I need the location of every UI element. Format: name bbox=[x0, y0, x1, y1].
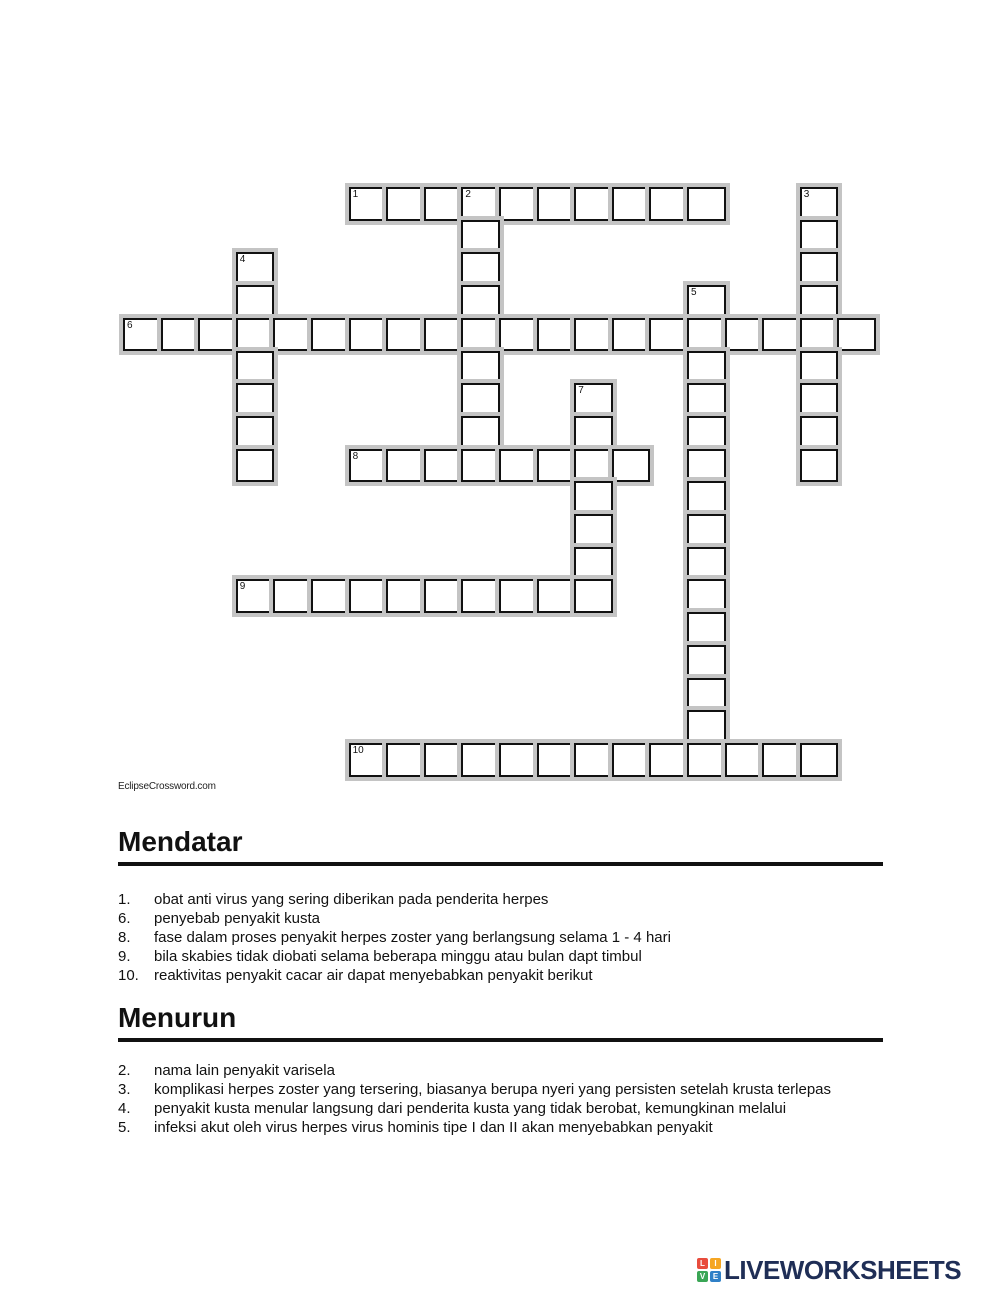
letter-input[interactable] bbox=[689, 549, 724, 579]
across-rule bbox=[118, 862, 883, 866]
letter-input[interactable] bbox=[501, 581, 536, 611]
letter-input[interactable] bbox=[313, 581, 348, 611]
letter-input[interactable] bbox=[727, 745, 762, 775]
letter-input[interactable] bbox=[651, 745, 686, 775]
clue-item bbox=[118, 1080, 880, 1099]
letter-input[interactable] bbox=[426, 451, 461, 481]
letter-input[interactable] bbox=[614, 320, 649, 350]
grid-cell[interactable] bbox=[574, 449, 613, 483]
logo-tile: L bbox=[697, 1258, 708, 1269]
grid-cell[interactable] bbox=[574, 547, 613, 581]
grid-cell[interactable] bbox=[424, 449, 463, 483]
grid-cell[interactable] bbox=[311, 318, 350, 352]
letter-input[interactable] bbox=[463, 222, 498, 252]
grid-cell[interactable] bbox=[574, 579, 613, 613]
letter-input[interactable] bbox=[802, 320, 837, 350]
grid-cell[interactable] bbox=[687, 383, 726, 417]
grid-cell[interactable] bbox=[649, 187, 688, 221]
letter-input[interactable] bbox=[576, 516, 611, 546]
letter-input[interactable] bbox=[125, 320, 160, 350]
grid-cell[interactable] bbox=[349, 187, 388, 221]
brand-footer bbox=[697, 1256, 961, 1284]
letter-input[interactable] bbox=[576, 451, 611, 481]
letter-input[interactable] bbox=[802, 451, 837, 481]
grid-cell[interactable] bbox=[349, 318, 388, 352]
grid-cell[interactable] bbox=[236, 318, 275, 352]
grid-cell[interactable] bbox=[687, 710, 726, 744]
letter-input[interactable] bbox=[689, 680, 724, 710]
clue-item-number: 2. bbox=[118, 1062, 131, 1079]
letter-input[interactable] bbox=[802, 418, 837, 448]
clue-item-text: komplikasi herpes zoster yang tersering, biasanya berupa nyeri yang persisten setelah krusta terlepas bbox=[154, 1081, 832, 1098]
letter-input[interactable] bbox=[501, 745, 536, 775]
letter-input[interactable] bbox=[576, 549, 611, 579]
clue-item-text: bila skabies tidak diobati selama beberapa minggu atau bulan dapt timbul bbox=[154, 948, 642, 965]
letter-input[interactable] bbox=[689, 320, 724, 350]
grid-cell[interactable] bbox=[687, 743, 726, 777]
grid-cell[interactable] bbox=[349, 449, 388, 483]
grid-cell[interactable] bbox=[687, 351, 726, 385]
grid-cell[interactable] bbox=[386, 187, 425, 221]
down-clue-list bbox=[118, 1061, 880, 1137]
grid-cell[interactable] bbox=[198, 318, 237, 352]
letter-input[interactable] bbox=[576, 418, 611, 448]
letter-input[interactable] bbox=[651, 189, 686, 219]
credit-text: EclipseCrossword.com bbox=[118, 781, 216, 792]
grid-cell[interactable] bbox=[612, 318, 651, 352]
letter-input[interactable] bbox=[426, 745, 461, 775]
grid-cell[interactable] bbox=[461, 187, 500, 221]
letter-input[interactable] bbox=[463, 581, 498, 611]
grid-cell[interactable] bbox=[537, 318, 576, 352]
liveworksheets-logo-icon bbox=[697, 1258, 721, 1282]
grid-cell[interactable] bbox=[499, 579, 538, 613]
letter-input[interactable] bbox=[426, 320, 461, 350]
letter-input[interactable] bbox=[426, 189, 461, 219]
grid-cell[interactable] bbox=[800, 383, 839, 417]
letter-input[interactable] bbox=[238, 320, 273, 350]
clue-item bbox=[118, 928, 880, 947]
clue-number: 1 bbox=[352, 189, 359, 200]
clue-item-number: 8. bbox=[118, 929, 131, 946]
letter-input[interactable] bbox=[351, 189, 386, 219]
grid-cell[interactable] bbox=[461, 579, 500, 613]
grid-cell[interactable] bbox=[461, 449, 500, 483]
grid-cell[interactable] bbox=[349, 579, 388, 613]
clue-item bbox=[118, 1118, 880, 1137]
grid-cell[interactable] bbox=[461, 318, 500, 352]
down-rule bbox=[118, 1038, 883, 1042]
letter-input[interactable] bbox=[689, 516, 724, 546]
grid-cell[interactable] bbox=[386, 318, 425, 352]
letter-input[interactable] bbox=[802, 353, 837, 383]
grid-cell[interactable] bbox=[574, 416, 613, 450]
letter-input[interactable] bbox=[238, 353, 273, 383]
letter-input[interactable] bbox=[764, 745, 799, 775]
grid-cell[interactable] bbox=[311, 579, 350, 613]
letter-input[interactable] bbox=[539, 581, 574, 611]
letter-input[interactable] bbox=[576, 189, 611, 219]
brand-name: LIVEWORKSHEETS bbox=[724, 1254, 962, 1285]
letter-input[interactable] bbox=[651, 320, 686, 350]
letter-input[interactable] bbox=[351, 451, 386, 481]
clue-item-number: 3. bbox=[118, 1081, 131, 1098]
grid-cell[interactable] bbox=[574, 318, 613, 352]
grid-cell[interactable] bbox=[612, 449, 651, 483]
clue-item-number: 9. bbox=[118, 948, 131, 965]
grid-cell[interactable] bbox=[612, 187, 651, 221]
letter-input[interactable] bbox=[764, 320, 799, 350]
clue-item-number: 5. bbox=[118, 1119, 131, 1136]
grid-cell[interactable] bbox=[386, 743, 425, 777]
grid-cell[interactable] bbox=[499, 318, 538, 352]
grid-cell[interactable] bbox=[649, 743, 688, 777]
clue-number: 8 bbox=[352, 450, 359, 462]
grid-cell[interactable] bbox=[574, 481, 613, 515]
grid-cell[interactable] bbox=[461, 285, 500, 319]
letter-input[interactable] bbox=[689, 451, 724, 481]
clue-item-text: penyakit kusta menular langsung dari penderita kusta yang tidak berobat, kemungkinan melalui bbox=[154, 1100, 787, 1117]
grid-cell[interactable] bbox=[236, 252, 275, 286]
clue-item bbox=[118, 966, 880, 985]
letter-input[interactable] bbox=[802, 385, 837, 415]
grid-cell[interactable] bbox=[499, 187, 538, 221]
logo-tile: E bbox=[710, 1271, 721, 1282]
letter-input[interactable] bbox=[576, 320, 611, 350]
grid-cell[interactable] bbox=[424, 579, 463, 613]
clue-item-text: penyebab penyakit kusta bbox=[154, 910, 320, 927]
letter-input[interactable] bbox=[463, 320, 498, 350]
letter-input[interactable] bbox=[539, 451, 574, 481]
letter-input[interactable] bbox=[576, 483, 611, 513]
letter-input[interactable] bbox=[614, 189, 649, 219]
letter-input[interactable] bbox=[802, 189, 837, 219]
grid-cell[interactable] bbox=[424, 187, 463, 221]
clue-number: 6 bbox=[127, 319, 133, 331]
letter-input[interactable] bbox=[614, 451, 649, 481]
grid-cell[interactable] bbox=[349, 743, 388, 777]
letter-input[interactable] bbox=[351, 320, 386, 350]
letter-input[interactable] bbox=[839, 320, 874, 350]
grid-cell[interactable] bbox=[687, 514, 726, 548]
grid-cell[interactable] bbox=[461, 383, 500, 417]
grid-cell[interactable] bbox=[612, 743, 651, 777]
grid-cell[interactable] bbox=[461, 743, 500, 777]
letter-input[interactable] bbox=[689, 418, 724, 448]
clue-item bbox=[118, 1061, 880, 1080]
letter-input[interactable] bbox=[463, 189, 498, 219]
grid-cell[interactable] bbox=[762, 318, 801, 352]
grid-cell[interactable] bbox=[424, 318, 463, 352]
grid-cell[interactable] bbox=[386, 579, 425, 613]
letter-input[interactable] bbox=[689, 745, 724, 775]
clue-number: 7 bbox=[578, 385, 584, 397]
grid-cell[interactable] bbox=[800, 252, 839, 286]
letter-input[interactable] bbox=[614, 745, 649, 775]
letter-input[interactable] bbox=[689, 189, 724, 219]
clue-number: 4 bbox=[239, 254, 246, 266]
grid-cell[interactable] bbox=[236, 383, 275, 417]
letter-input[interactable] bbox=[163, 320, 198, 350]
across-clue-list bbox=[118, 890, 880, 985]
letter-input[interactable] bbox=[275, 581, 310, 611]
grid-cell[interactable] bbox=[800, 285, 839, 319]
clue-item-text: infeksi akut oleh virus herpes virus hominis tipe I dan II akan menyebabkan penyakit bbox=[154, 1119, 713, 1136]
clue-item bbox=[118, 947, 880, 966]
grid-cell[interactable] bbox=[687, 416, 726, 450]
clue-item-text: fase dalam proses penyakit herpes zoster yang berlangsung selama 1 - 4 hari bbox=[154, 929, 671, 946]
grid-cell[interactable] bbox=[687, 678, 726, 712]
letter-input[interactable] bbox=[238, 451, 273, 481]
letter-input[interactable] bbox=[689, 614, 724, 644]
letter-input[interactable] bbox=[426, 581, 461, 611]
grid-cell[interactable] bbox=[273, 579, 312, 613]
letter-input[interactable] bbox=[388, 581, 423, 611]
letter-input[interactable] bbox=[689, 353, 724, 383]
grid-cell[interactable] bbox=[837, 318, 876, 352]
clue-item-text: nama lain penyakit varisela bbox=[154, 1062, 335, 1079]
clue-item-number: 1. bbox=[118, 891, 131, 908]
letter-input[interactable] bbox=[689, 581, 724, 611]
letter-input[interactable] bbox=[689, 287, 724, 317]
letter-input[interactable] bbox=[238, 254, 273, 284]
across-title: Mendatar bbox=[118, 826, 243, 857]
letter-input[interactable] bbox=[463, 451, 498, 481]
clue-number: 10 bbox=[352, 744, 364, 756]
grid-cell[interactable] bbox=[424, 743, 463, 777]
grid-cell[interactable] bbox=[800, 318, 839, 352]
letter-input[interactable] bbox=[388, 745, 423, 775]
grid-cell[interactable] bbox=[273, 318, 312, 352]
grid-cell[interactable] bbox=[687, 187, 726, 221]
grid-cell[interactable] bbox=[800, 449, 839, 483]
logo-tile: V bbox=[697, 1271, 708, 1282]
letter-input[interactable] bbox=[501, 320, 536, 350]
grid-cell[interactable] bbox=[762, 743, 801, 777]
grid-cell[interactable] bbox=[687, 612, 726, 646]
letter-input[interactable] bbox=[576, 745, 611, 775]
grid-cell[interactable] bbox=[461, 416, 500, 450]
letter-input[interactable] bbox=[351, 745, 386, 775]
grid-cell[interactable] bbox=[725, 743, 764, 777]
letter-input[interactable] bbox=[463, 385, 498, 415]
grid-cell[interactable] bbox=[499, 743, 538, 777]
letter-input[interactable] bbox=[802, 222, 837, 252]
letter-input[interactable] bbox=[689, 647, 724, 677]
letter-input[interactable] bbox=[388, 189, 423, 219]
letter-input[interactable] bbox=[238, 287, 273, 317]
letter-input[interactable] bbox=[802, 287, 837, 317]
clue-item-text: obat anti virus yang sering diberikan pada penderita herpes bbox=[154, 891, 549, 908]
grid-cell[interactable] bbox=[800, 351, 839, 385]
letter-input[interactable] bbox=[238, 418, 273, 448]
clue-item-number: 4. bbox=[118, 1100, 131, 1117]
grid-cell[interactable] bbox=[800, 743, 839, 777]
letter-input[interactable] bbox=[689, 385, 724, 415]
clue-item-number: 10. bbox=[118, 967, 139, 984]
clue-item bbox=[118, 890, 880, 909]
letter-input[interactable] bbox=[539, 189, 574, 219]
letter-input[interactable] bbox=[200, 320, 235, 350]
grid-cell[interactable] bbox=[236, 351, 275, 385]
grid-cell[interactable] bbox=[687, 481, 726, 515]
letter-input[interactable] bbox=[463, 254, 498, 284]
grid-cell[interactable] bbox=[574, 743, 613, 777]
grid-cell[interactable] bbox=[687, 579, 726, 613]
letter-input[interactable] bbox=[689, 483, 724, 513]
grid-cell[interactable] bbox=[687, 318, 726, 352]
grid-cell[interactable] bbox=[461, 220, 500, 254]
grid-cell[interactable] bbox=[386, 449, 425, 483]
grid-cell[interactable] bbox=[236, 579, 275, 613]
clue-item-text: reaktivitas penyakit cacar air dapat menyebabkan penyakit berikut bbox=[154, 967, 593, 984]
grid-cell[interactable] bbox=[687, 645, 726, 679]
letter-input[interactable] bbox=[275, 320, 310, 350]
grid-cell[interactable] bbox=[800, 187, 839, 221]
grid-cell[interactable] bbox=[574, 514, 613, 548]
letter-input[interactable] bbox=[463, 287, 498, 317]
grid-cell[interactable] bbox=[687, 449, 726, 483]
grid-cell[interactable] bbox=[687, 285, 726, 319]
grid-cell[interactable] bbox=[537, 743, 576, 777]
grid-cell[interactable] bbox=[161, 318, 200, 352]
letter-input[interactable] bbox=[727, 320, 762, 350]
clue-number: 9 bbox=[239, 581, 246, 593]
letter-input[interactable] bbox=[689, 712, 724, 742]
grid-cell[interactable] bbox=[537, 449, 576, 483]
grid-cell[interactable] bbox=[574, 383, 613, 417]
grid-cell[interactable] bbox=[574, 187, 613, 221]
grid-cell[interactable] bbox=[461, 252, 500, 286]
grid-cell[interactable] bbox=[800, 220, 839, 254]
letter-input[interactable] bbox=[238, 581, 273, 611]
letter-input[interactable] bbox=[463, 745, 498, 775]
letter-input[interactable] bbox=[388, 451, 423, 481]
clue-item bbox=[118, 1099, 880, 1118]
grid-cell[interactable] bbox=[236, 416, 275, 450]
letter-input[interactable] bbox=[501, 189, 536, 219]
letter-input[interactable] bbox=[576, 385, 611, 415]
letter-input[interactable] bbox=[351, 581, 386, 611]
letter-input[interactable] bbox=[802, 745, 837, 775]
clue-item bbox=[118, 909, 880, 928]
grid-cell[interactable] bbox=[537, 579, 576, 613]
grid-cell[interactable] bbox=[537, 187, 576, 221]
letter-input[interactable] bbox=[313, 320, 348, 350]
clue-item-number: 6. bbox=[118, 910, 131, 927]
letter-input[interactable] bbox=[576, 581, 611, 611]
letter-input[interactable] bbox=[802, 254, 837, 284]
grid-cell[interactable] bbox=[649, 318, 688, 352]
clue-number: 3 bbox=[803, 189, 810, 200]
clue-number: 5 bbox=[691, 287, 697, 299]
letter-input[interactable] bbox=[539, 745, 574, 775]
logo-tile: I bbox=[710, 1258, 721, 1269]
down-title: Menurun bbox=[118, 1002, 237, 1033]
grid-cell[interactable] bbox=[499, 449, 538, 483]
grid-cell[interactable] bbox=[123, 318, 162, 352]
letter-input[interactable] bbox=[238, 385, 273, 415]
grid-cell[interactable] bbox=[236, 285, 275, 319]
letter-input[interactable] bbox=[501, 451, 536, 481]
letter-input[interactable] bbox=[388, 320, 423, 350]
grid-cell[interactable] bbox=[725, 318, 764, 352]
letter-input[interactable] bbox=[463, 418, 498, 448]
letter-input[interactable] bbox=[539, 320, 574, 350]
letter-input[interactable] bbox=[463, 353, 498, 383]
grid-cell[interactable] bbox=[800, 416, 839, 450]
clue-number: 2 bbox=[465, 189, 471, 200]
grid-cell[interactable] bbox=[236, 449, 275, 483]
grid-cell[interactable] bbox=[687, 547, 726, 581]
grid-cell[interactable] bbox=[461, 351, 500, 385]
